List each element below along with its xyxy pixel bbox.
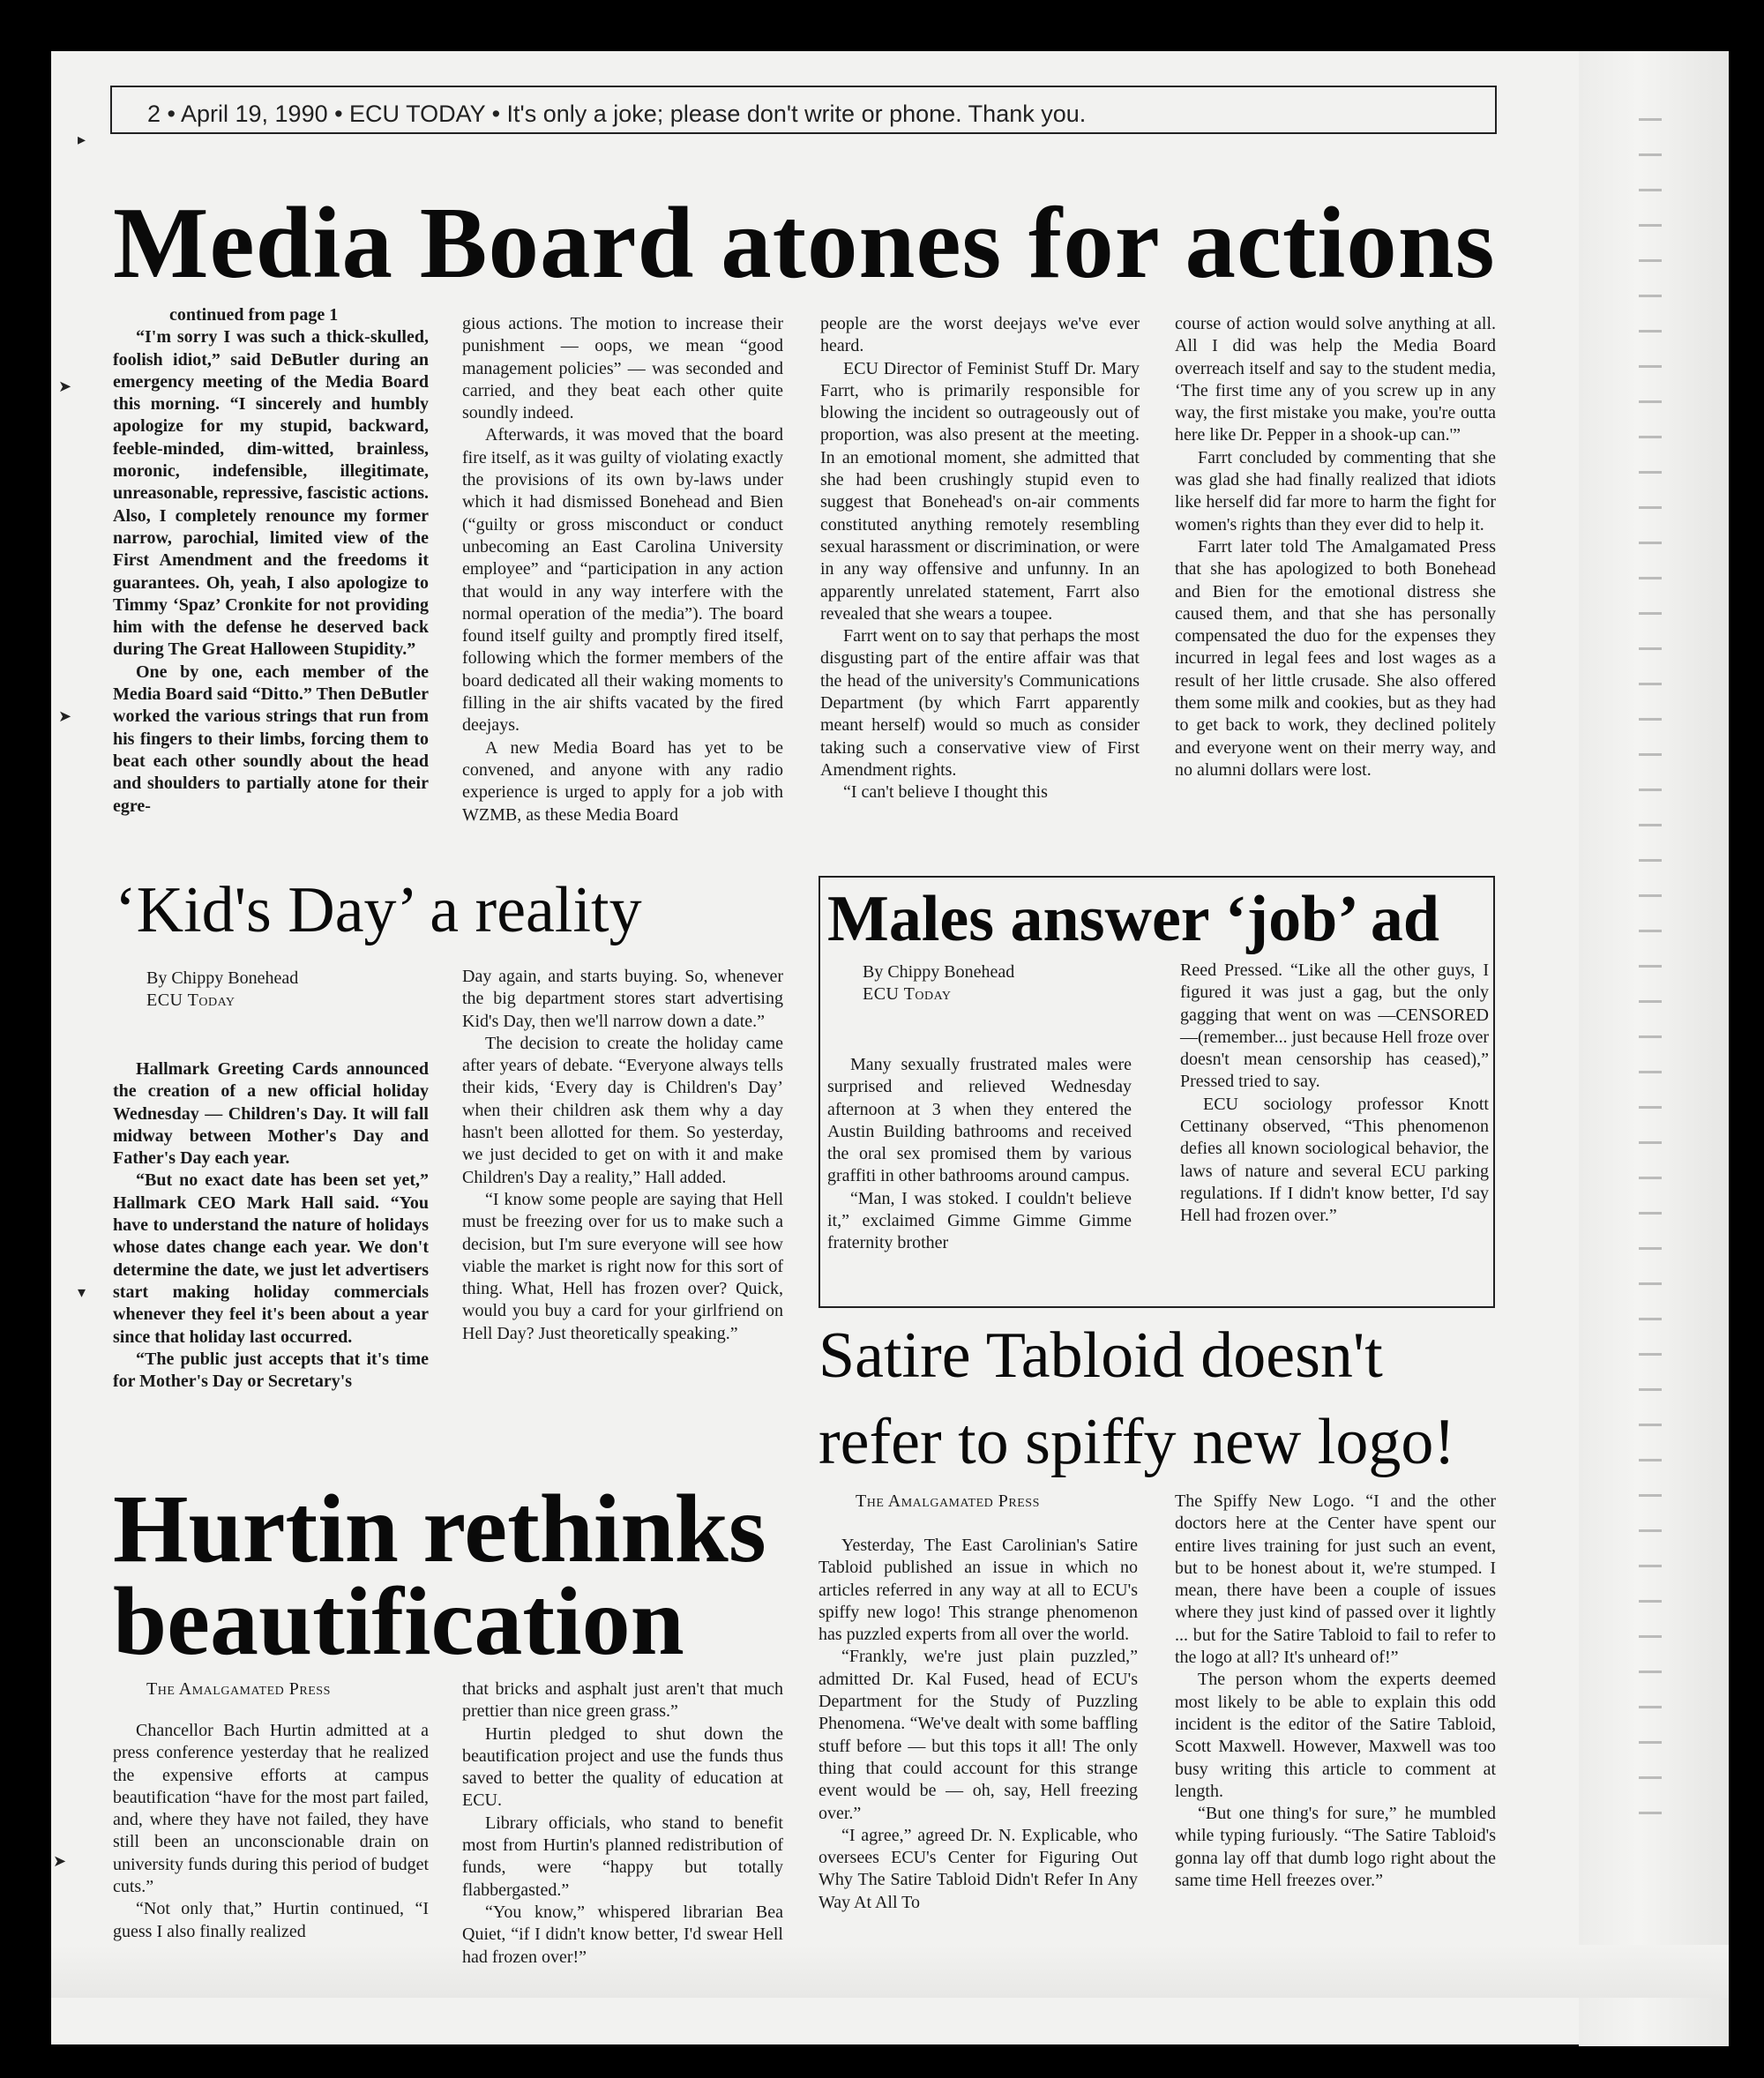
media-board-column-3 [820, 313, 1140, 856]
paragraph: “But one thing's for sure,” he mumbled while typing furiously. “The Satire Tabloid's gonna lay off that dumb logo right about the same time Hell freezes over.” [1175, 1804, 1496, 1891]
paragraph: “Not only that,” Hurtin continued, “I guess I also finally realized [113, 1899, 429, 1941]
scan-speckles [1639, 106, 1662, 1826]
males-column-2 [1180, 960, 1489, 1299]
paragraph: Hurtin pledged to shut down the beautification project and use the funds thus saved to better the quality of education at ECU. [462, 1723, 783, 1811]
byline-outlet: The Amalgamated Press [856, 1491, 1040, 1511]
paragraph: The Spiffy New Logo. “I and the other doctors here at the Center have spent our entire lives training for just such an event, but to be honest about it, we're stumped. I mean, there have been a couple of issues where they just kind of passed over it lightly ... but for the Satire Tabloid to fail to refer to the logo at all? It's unheard of!” [1175, 1491, 1496, 1668]
paragraph: The decision to create the holiday came after years of debate. “Everyone always tells their kids, ‘Every day is Children's Day’ when their children ask them why a day hasn't been allotted for them. So yesterday, we just decided to get on with it and make Children's Day a reality,” Hall added. [462, 1033, 783, 1187]
paragraph: Hallmark Greeting Cards announced the creation of a new official holiday Wednesday — Children's Day. It will fall midway between Mother's Day and Father's Day each year. [113, 1059, 429, 1169]
paragraph: Day again, and starts buying. So, whenever the big department stores start advertising Kid's Day, then we'll narrow down a date.” [462, 967, 783, 1031]
kids-day-column-2 [462, 966, 783, 1473]
hurtin-column-1 [113, 1720, 429, 1941]
paragraph: A new Media Board has yet to be convened, and anyone with any radio experience is urged to apply for a job with WZMB, as these Media Board [462, 737, 783, 825]
paragraph: “I'm sorry I was such a thick-skulled, foolish idiot,” said DeButler during an emergency meeting of the Media Board this morning. “I sincerely and humbly apologize for my stupid, backward, feeble-minded, dim-witted, brainless, moronic, indefensible, illegitimate, unreasonable, repressive, fascistic actions. Also, I completely renounce my former narrow, parochial, limited view of the First Amendment and the freedoms it guarantees. Oh, yeah, I also apologize to Timmy ‘Spaz’ Cronkite for not providing him with the defense he deserved back during The Great Halloween Stupidity.” [113, 327, 429, 660]
paragraph: “I can't believe I thought this [843, 782, 1048, 803]
byline-outlet: The Amalgamated Press [146, 1679, 331, 1699]
scan-mark: ▾ [78, 1283, 86, 1302]
paragraph: Library officials, who stand to benefit most from Hurtin's planned redistribution of funds, were “happy but totally flabbergasted.” [462, 1813, 783, 1900]
paragraph: “I know some people are saying that Hell must be freezing over for us to make such a decision, but I'm sure everyone will see how viable the market is right now for this sort of thing. What, Hell has frozen over? Quick, would you buy a card for your girlfriend on Hell Day? Just theoretically speaking.” [462, 1189, 783, 1343]
continued-line: continued from page 1 [169, 305, 339, 325]
paragraph: course of action would solve anything at all. All I did was help the Media Board overreach itself and say to the student media, ‘The first time any of you screw up in any way, the first mistake you make, you're outta here like Dr. Pepper in a shook-up can.'” [1175, 314, 1496, 445]
paragraph: “Man, I was stoked. I couldn't believe it,” exclaimed Gimme Gimme Gimme fraternity brother [827, 1188, 1132, 1253]
byline-author: By Chippy Bonehead [146, 968, 299, 988]
paragraph: Chancellor Bach Hurtin admitted at a press conference yesterday that he realized the expensive efforts at campus beautification “have for the most part failed, and, where they have not failed, they have still been an unconscionable drain on university funds during this period of budget cuts.” [113, 1721, 429, 1897]
paragraph: Farrt concluded by commenting that she was glad she had finally realized that idiots like herself did far more to harm the fight for women's rights than they ever did to help it. [1175, 447, 1496, 534]
paragraph: The person whom the experts deemed most likely to be able to explain this odd incident is the editor of the Satire Tabloid, Scott Maxwell. However, Maxwell was too busy writing this article to comment at length. [1175, 1670, 1496, 1801]
paragraph: Reed Pressed. “Like all the other guys, I figured it was just a gag, but the only gagging that went on was —CENSORED—(remember... just because Hell froze over doesn't mean censorship has ceased),” Pressed tried to say. [1180, 961, 1489, 1092]
media-board-column-1 [113, 304, 429, 851]
headline-kids-day: ‘Kid's Day’ a reality [115, 874, 642, 946]
headline-satire-line-1: Satire Tabloid doesn't [818, 1319, 1383, 1392]
satire-column-2 [1175, 1491, 1496, 1918]
males-column-1 [827, 1054, 1132, 1297]
kids-day-column-1 [113, 1058, 429, 1473]
headline-media-board: Media Board atones for actions [113, 187, 1496, 299]
paragraph: ECU Director of Feminist Stuff Dr. Mary Farrt, who is primarily responsible for blowing the incident so outrageously out of proportion, was also present at the meeting. In an emotional moment, she admitted that she had been crushingly stupid even to suggest that Bonehead's on-air comments constituted anything remotely resembling sexual harassment or discrimination, or were in any way offensive and unfunny. In an apparently unrelated statement, Farrt also revealed that she wears a toupee. [820, 358, 1140, 624]
folio-line: 2 • April 19, 1990 • ECU TODAY • It's only a joke; please don't write or phone. Thank you. [110, 86, 1497, 134]
scan-mark: ➤ [58, 377, 72, 396]
scan-mark: ➤ [53, 1852, 67, 1871]
headline-satire-line-2: refer to spiffy new logo! [818, 1406, 1455, 1478]
paragraph: “You know,” whispered librarian Bea Quiet, “if I didn't know better, I'd swear Hell had frozen over!” [462, 1902, 783, 1967]
byline-author: By Chippy Bonehead [863, 962, 1015, 982]
paragraph: gious actions. The motion to increase their punishment — oops, we mean “good management policies” — was seconded and carried, and they beat each other quite soundly indeed. [462, 314, 783, 423]
paragraph: Many sexually frustrated males were surprised and relieved Wednesday afternoon at 3 when they entered the Austin Building bathrooms and received the oral sex promised them by various graffiti in other bathrooms around campus. [827, 1055, 1132, 1186]
satire-column-1 [818, 1535, 1138, 1918]
paragraph: “Frankly, we're just plain puzzled,” admitted Dr. Kal Fused, head of ECU's Department for the Study of Puzzling Phenomena. “We've dealt with some baffling stuff before — but this tops it all! The only thing that could account for this strange event would be — oh, say, Hell freezing over.” [818, 1647, 1138, 1823]
scan-mark: ▸ [78, 131, 86, 149]
paragraph: Afterwards, it was moved that the board fire itself, as it was guilty of violating exactly the provisions of its own by-laws under which it had dismissed Bonehead and Bien (“guilty or gross misconduct or conduct unbecoming an East Carolina University employee” and “participation in any action that would in any way interfere with the normal operation of the media”). The board found itself guilty and promptly fired itself, following which the former members of the board dedicated all their waking moments to filling in the air shifts vacated by the fired deejays. [462, 425, 783, 736]
scan-mark: ➤ [58, 707, 72, 726]
paragraph: ECU sociology professor Knott Cettinany observed, “This phenomenon defies all known sociological behavior, the laws of nature and several ECU parking regulations. If I didn't know better, I'd say Hell had frozen over.” [1180, 1094, 1489, 1226]
paragraph: Farrt later told The Amalgamated Press that she has apologized to both Bonehead and Bien for the emotional distress she caused them, and that she has personally compensated the duo for the expenses they incurred in legal fees and lost wages as a result of her little crusade. She also offered them some milk and cookies, but as they had to get back to work, they declined politely and everyone went on their merry way, and no alumni dollars were lost. [1175, 536, 1496, 780]
paragraph: One by one, each member of the Media Board said “Ditto.” Then DeButler worked the various strings that run from his fingers to their limbs, forcing them to beat each other soundly about the head and shoulders to partially atone for their egre- [113, 662, 429, 816]
paragraph: that bricks and asphalt just aren't that much prettier than nice green grass.” [462, 1679, 783, 1722]
paragraph: “I agree,” agreed Dr. N. Explicable, who oversees ECU's Center for Figuring Out Why The Satire Tabloid Didn't Refer In Any Way At All To [818, 1825, 1138, 1912]
headline-hurtin-line-1: Hurtin rethinks [113, 1475, 766, 1582]
media-board-column-2 [462, 313, 783, 856]
paragraph: Yesterday, The East Carolinian's Satire Tabloid published an issue in which no articles referred in any way at all to ECU's spiffy new logo! This strange phenomenon has puzzled experts from all over the world. [818, 1536, 1138, 1645]
hurtin-column-2 [462, 1678, 783, 1967]
page-bottom-edge [51, 1945, 1729, 1998]
paragraph: “But no exact date has been set yet,” Hallmark CEO Mark Hall said. “You have to understand the nature of holidays whose dates change each year. We don't determine the date, we just let advertisers start making holiday commercials whenever they feel it's been about a year since that holiday last occurred. [113, 1170, 429, 1347]
headline-males-job-ad: Males answer ‘job’ ad [827, 883, 1440, 955]
media-board-column-4 [1175, 313, 1496, 864]
paragraph: Farrt went on to say that perhaps the most disgusting part of the entire affair was that the head of the university's Communications Department (by which Farrt apparently meant herself) would so much as consider taking such a conservative view of First Amendment rights. [820, 626, 1140, 780]
paragraph: “The public just accepts that it's time for Mother's Day or Secretary's [113, 1349, 429, 1392]
byline-outlet: ECU Today [863, 984, 952, 1004]
byline-outlet: ECU Today [146, 990, 235, 1010]
paragraph: people are the worst deejays we've ever heard. [820, 314, 1140, 356]
headline-hurtin-line-2: beautification [113, 1567, 684, 1675]
